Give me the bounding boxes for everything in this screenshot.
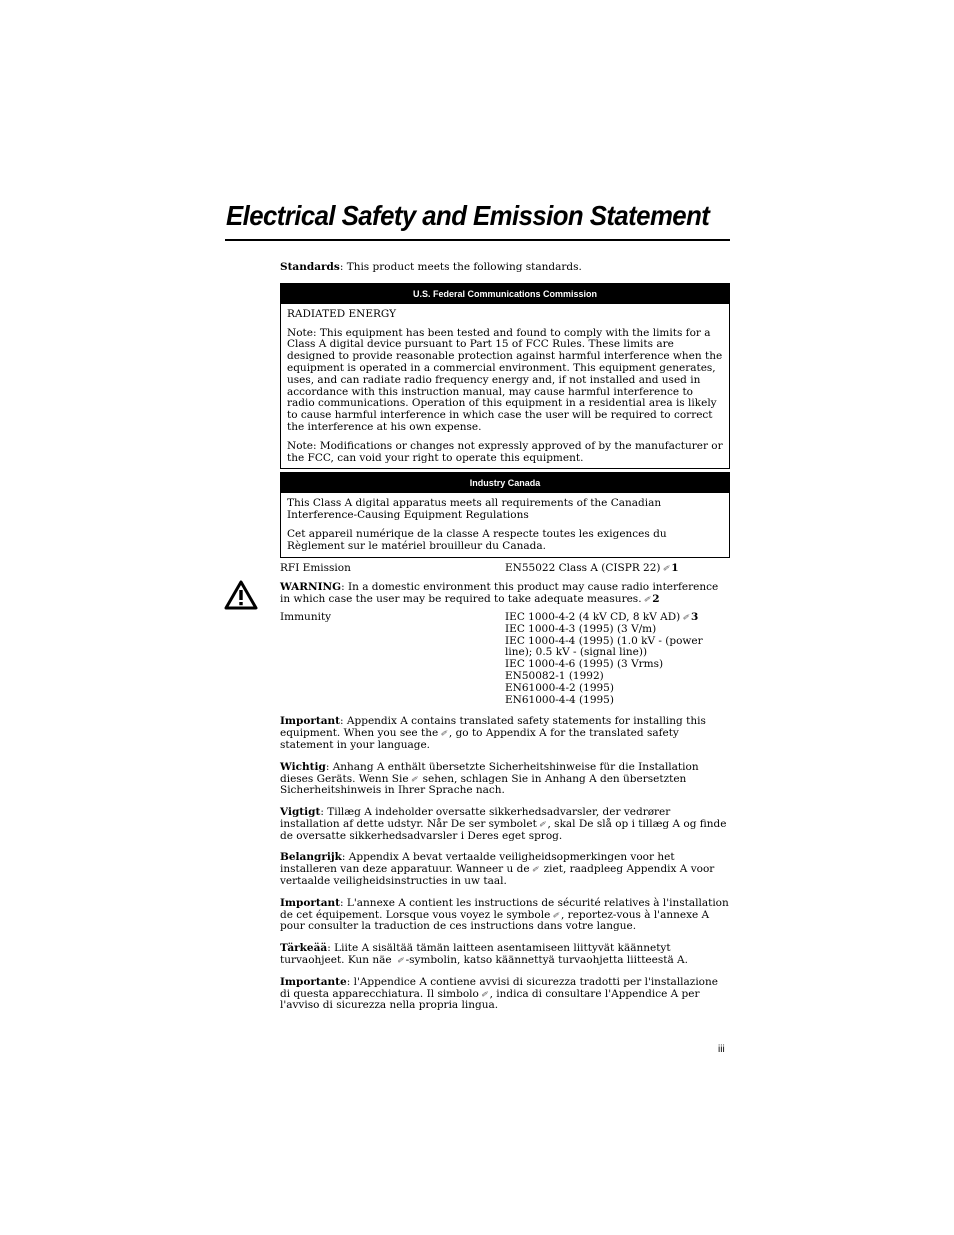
- fcc-box: [280, 283, 730, 470]
- standards-text: : This product meets the following standards.: [339, 261, 582, 273]
- warning-row: [280, 582, 730, 606]
- notice-danish: Vigtigt: Tillæg A indeholder oversatte sikkerhedsadvarsler, der vedrører installation af dette udstyr. Når De ser symbolet ✐ , skal De slå op i tillæg A og finde de oversatte sikkerhedsadvarsler i Deres eget sprog.: [280, 806, 727, 842]
- translation-symbol-icon: ✐: [643, 595, 651, 605]
- fcc-note-1: Note: This equipment has been tested and found to comply with the limits for a Class A digital device pursuant to Part 15 of FCC Rules. These limits are designed to provide reasonable protection against harmful interference when the equipment is operated in a commercial environment. This equipment generates, uses, and can radiate radio frequency energy and, if not installed and used in accordance with this instruction manual, may cause harmful interference to radio communications. Operation of this equipment in a residential area is likely to cause harmful interference in which case the user will be required to correct the interference at his own expense.: [287, 326, 723, 433]
- rfi-ref: 1: [671, 561, 679, 574]
- immunity-item: EN50082-1 (1992): [505, 669, 604, 682]
- notice-french: Important: L'annexe A contient les instructions de sécurité relatives à l'installation de cet équipement. Lorsque vous voyez le symbole ✐ , reportez-vous à l'annexe A pour consulter la traduction de ces instructions dans votre langue.: [280, 896, 729, 933]
- immunity-ref: 3: [690, 610, 699, 623]
- title-rule: [225, 239, 730, 241]
- immunity-item: EN61000-4-4 (1995): [505, 693, 614, 706]
- standards-label: Standards: [280, 261, 340, 273]
- immunity-first: IEC 1000-4-2 (4 kV CD, 8 kV AD): [505, 610, 681, 623]
- warning-label: WARNING: [280, 581, 342, 594]
- warning-ref: 2: [652, 593, 660, 606]
- notice-finnish: Tärkeää: Liite A sisältää tämän laitteen asentamiseen liittyvät käännetyt turvaohjeet. Kun näe ✐ -symbolin, katso käännettyä turvaohjetta liitteestä A.: [280, 942, 688, 967]
- immunity-row: [280, 612, 730, 706]
- notice-dutch: Belangrijk: Appendix A bevat vertaalde veiligheidsopmerkingen voor het installeren van deze apparatuur. Wanneer u de ✐ ziet, raadpleeg Appendix A voor vertaalde veiligheidsinstructies in uw taal.: [280, 851, 715, 888]
- translation-symbol-icon: ✐: [682, 612, 689, 622]
- translation-symbol-icon: ✐: [538, 819, 546, 829]
- fcc-subheading: RADIATED ENERGY: [287, 307, 397, 320]
- warning-triangle-icon: [224, 580, 258, 610]
- warning-body: : In a domestic environment this product may cause radio interference in which case the user may be required to take adequate measures.: [280, 581, 719, 606]
- immunity-label: Immunity: [280, 610, 332, 623]
- translation-symbol-icon: ✐: [552, 910, 559, 920]
- immunity-item: IEC 1000-4-6 (1995) (3 Vrms): [505, 658, 664, 671]
- translation-symbol-icon: ✐: [662, 563, 670, 573]
- immunity-item: EN61000-4-2 (1995): [505, 681, 614, 694]
- immunity-item: IEC 1000-4-3 (1995) (3 V/m): [505, 622, 657, 635]
- translation-symbol-icon: ✐: [396, 956, 404, 966]
- translation-symbol-icon: ✐: [480, 989, 488, 999]
- translation-symbol-icon: ✐: [440, 729, 447, 739]
- rfi-row: [280, 563, 730, 575]
- standards-intro: [280, 262, 730, 274]
- page-title: Electrical Safety and Emission Statement: [226, 200, 710, 231]
- notice-english: Important: Appendix A contains translated safety statements for installing this equipment. When you see the ✐ , go to Appendix A for the translated safety statement in your language.: [280, 715, 706, 751]
- page-number: iii: [718, 1044, 725, 1055]
- canada-header: Industry Canada: [281, 473, 729, 493]
- canada-box: [280, 472, 730, 557]
- translation-symbol-icon: ✐: [410, 774, 418, 784]
- warning-text: [280, 582, 730, 606]
- translation-symbol-icon: ✐: [531, 865, 539, 875]
- rfi-label: RFI Emission: [280, 561, 351, 574]
- immunity-item: IEC 1000-4-4 (1995) (1.0 kV - (power line); 0.5 kV - (signal line)): [505, 634, 703, 659]
- document-body: [280, 262, 730, 1012]
- canada-text-en: This Class A digital apparatus meets all requirements of the Canadian Interference-Causing Equipment Regulations: [287, 497, 662, 522]
- notice-german: Wichtig: Anhang A enthält übersetzte Sicherheitshinweise für die Installation dieses Geräts. Wenn Sie ✐ sehen, schlagen Sie in Anhang A den übersetzten Sicherheitshinweis in Ihrer Sprache nach.: [280, 760, 699, 797]
- canada-text-fr: Cet appareil numérique de la classe A respecte toutes les exigences du Règlement sur le matériel brouilleur du Canada.: [287, 527, 667, 552]
- rfi-value: EN55022 Class A (CISPR 22): [505, 561, 661, 574]
- notice-italian: Importante: l'Appendice A contiene avvisi di sicurezza tradotti per l'installazione di questa apparecchiatura. Il simbolo ✐ , indica di consultare l'Appendice A per l'avviso di sicurezza nella propria lingua.: [280, 975, 718, 1012]
- fcc-note-2: Note: Modifications or changes not expressly approved of by the manufacturer or the FCC, can void your right to operate this equipment.: [287, 439, 723, 464]
- fcc-header: U.S. Federal Communications Commission: [281, 284, 729, 304]
